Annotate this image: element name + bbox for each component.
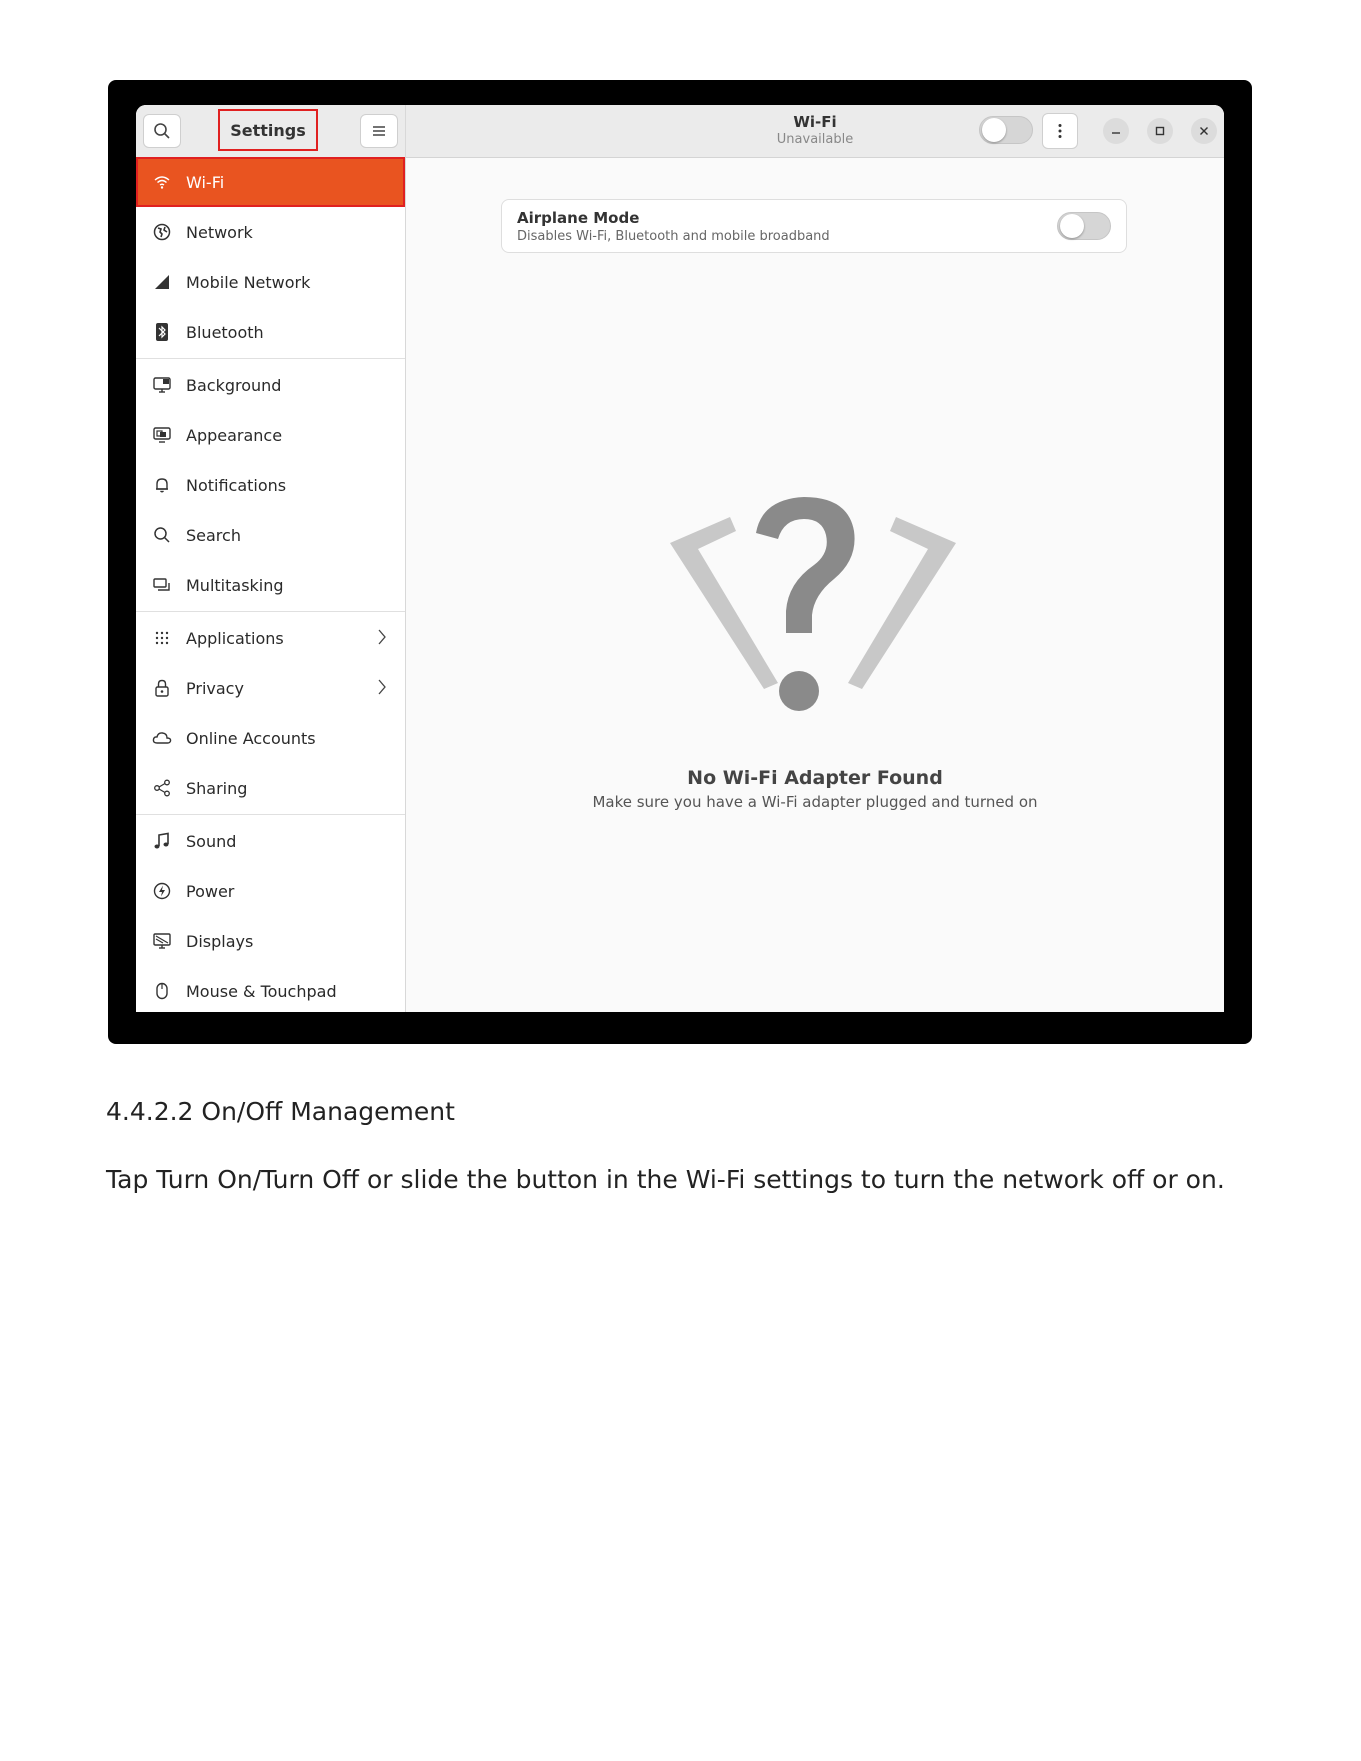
sidebar-item-mouse-touchpad[interactable] <box>136 966 405 1012</box>
sidebar-item-label: Network <box>186 222 253 242</box>
airplane-mode-row <box>501 199 1127 253</box>
maximize-button[interactable] <box>1147 118 1173 144</box>
sidebar-item-label: Power <box>186 881 235 901</box>
settings-window <box>136 105 1224 1012</box>
hamburger-icon <box>371 124 387 138</box>
grid-icon <box>152 628 172 648</box>
sidebar-item-mobile-network[interactable] <box>136 257 405 307</box>
search-icon <box>152 525 172 545</box>
sidebar-item-label: Sound <box>186 831 237 851</box>
sidebar-title: Settings <box>218 109 318 151</box>
sidebar-item-multitasking[interactable] <box>136 560 405 610</box>
wifi-icon <box>152 172 172 192</box>
toggle-knob <box>1060 214 1084 238</box>
sidebar-item-label: Sharing <box>186 778 248 798</box>
sidebar-header <box>136 105 405 158</box>
share-icon <box>152 778 172 798</box>
close-button[interactable] <box>1191 118 1217 144</box>
close-icon <box>1198 125 1210 137</box>
main-header <box>406 105 1224 158</box>
sidebar-item-label: Mobile Network <box>186 272 311 292</box>
sidebar-item-power[interactable] <box>136 866 405 916</box>
toggle-knob <box>982 118 1006 142</box>
sidebar-item-applications[interactable] <box>136 613 405 663</box>
more-options-button[interactable] <box>1042 113 1078 149</box>
power-icon <box>152 881 172 901</box>
airplane-mode-toggle[interactable] <box>1057 212 1111 240</box>
empty-state-title: No Wi-Fi Adapter Found <box>687 767 943 789</box>
sidebar-separator <box>136 358 405 359</box>
menu-button[interactable] <box>360 114 398 148</box>
sidebar-item-label: Mouse & Touchpad <box>186 981 337 1001</box>
sidebar-item-network[interactable] <box>136 207 405 257</box>
sidebar-item-background[interactable] <box>136 360 405 410</box>
sidebar-item-label: Applications <box>186 628 284 648</box>
sidebar-item-label: Wi-Fi <box>186 172 225 192</box>
panel-subtitle: Unavailable <box>776 132 854 147</box>
sidebar-item-sound[interactable] <box>136 816 405 866</box>
sidebar-item-label: Displays <box>186 931 254 951</box>
sidebar-item-privacy[interactable] <box>136 663 405 713</box>
display-icon <box>152 931 172 951</box>
empty-state-message: Make sure you have a Wi-Fi adapter plugged and turned on <box>592 793 1038 811</box>
sidebar-list <box>136 157 405 1012</box>
sidebar-item-bluetooth[interactable] <box>136 307 405 357</box>
sidebar-item-label: Bluetooth <box>186 322 264 342</box>
sidebar-item-label: Appearance <box>186 425 283 445</box>
search-button[interactable] <box>143 114 181 148</box>
sidebar-item-label: Notifications <box>186 475 287 495</box>
minimize-button[interactable] <box>1103 118 1129 144</box>
sidebar-item-appearance[interactable] <box>136 410 405 460</box>
screenshot-frame <box>108 80 1252 1044</box>
kebab-menu-icon <box>1057 123 1063 139</box>
sidebar-item-label: Search <box>186 525 241 545</box>
section-heading: 4.4.2.2 On/Off Management <box>106 1097 455 1126</box>
sidebar-item-wifi[interactable] <box>136 157 405 207</box>
chevron-right-icon <box>377 628 387 650</box>
multitasking-icon <box>152 575 172 595</box>
sidebar <box>136 105 406 1012</box>
sidebar-item-displays[interactable] <box>136 916 405 966</box>
sidebar-item-search[interactable] <box>136 510 405 560</box>
section-paragraph: Tap Turn On/Turn Off or slide the button in the Wi-Fi settings to turn the network off or on. <box>106 1165 1225 1194</box>
sidebar-separator <box>136 611 405 612</box>
sidebar-item-label: Multitasking <box>186 575 284 595</box>
background-icon <box>152 375 172 395</box>
chevron-right-icon <box>377 678 387 700</box>
sidebar-item-label: Background <box>186 375 282 395</box>
sidebar-item-label: Privacy <box>186 678 244 698</box>
appearance-icon <box>152 425 172 445</box>
cloud-icon <box>152 728 172 748</box>
sidebar-separator <box>136 814 405 815</box>
bell-icon <box>152 475 172 495</box>
maximize-icon <box>1154 125 1166 137</box>
sidebar-item-online-accounts[interactable] <box>136 713 405 763</box>
panel-title: Wi-Fi <box>793 113 837 131</box>
airplane-mode-title: Airplane Mode <box>517 209 640 227</box>
mouse-icon <box>152 981 172 1001</box>
lock-icon <box>152 678 172 698</box>
main-panel <box>406 105 1224 1012</box>
bluetooth-icon <box>152 322 172 342</box>
sidebar-item-label: Online Accounts <box>186 728 316 748</box>
wifi-toggle[interactable] <box>979 116 1033 144</box>
search-icon <box>153 122 171 140</box>
network-globe-icon <box>152 222 172 242</box>
music-note-icon <box>152 831 172 851</box>
sidebar-item-sharing[interactable] <box>136 763 405 813</box>
minimize-icon <box>1110 125 1122 137</box>
sidebar-item-notifications[interactable] <box>136 460 405 510</box>
signal-icon <box>152 272 172 292</box>
airplane-mode-description: Disables Wi-Fi, Bluetooth and mobile broadband <box>517 229 830 244</box>
no-adapter-icon <box>668 497 958 727</box>
